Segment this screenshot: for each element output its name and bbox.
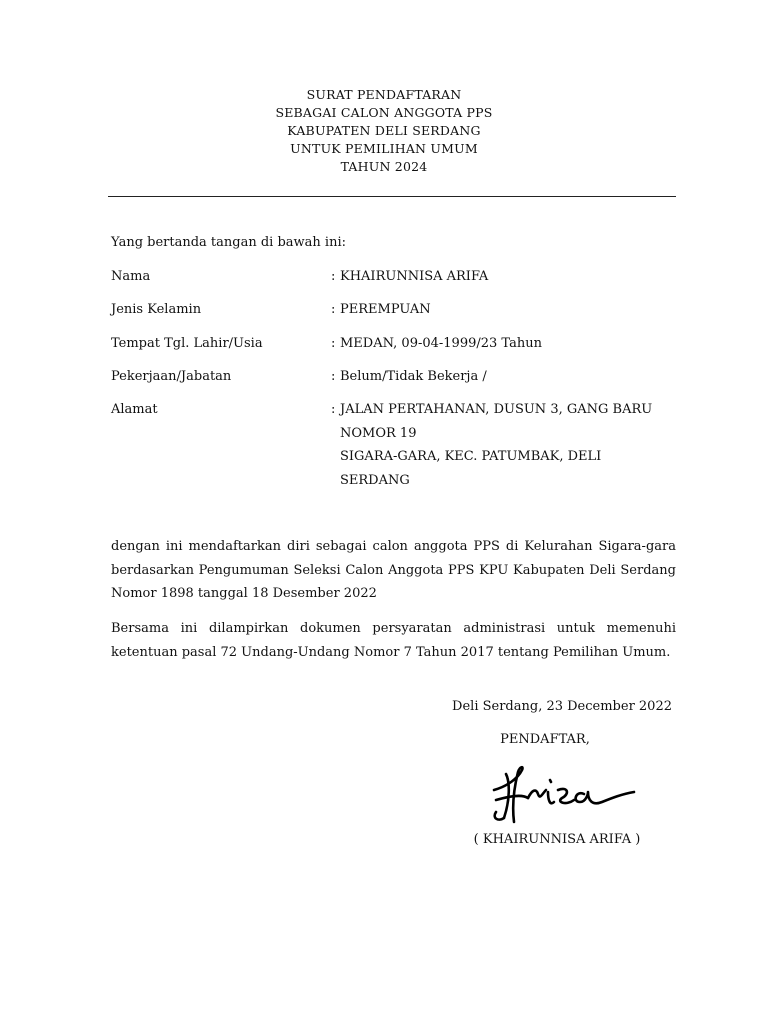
body-paragraph-1: dengan ini mendaftarkan diri sebagai calon anggota PPS di Kelurahan Sigara-gara berdasarkan Pengumuman Seleksi Calon Anggota PPS KPU Kabupaten Deli Serdang Nomor 1898 tanggal 18 Desember 2022 (111, 539, 676, 601)
signer-role: PENDAFTAR, (500, 732, 590, 747)
field-value-alamat (331, 398, 676, 492)
place-date: Deli Serdang, 23 December 2022 (452, 699, 672, 714)
header-divider (108, 196, 676, 197)
address-line-4: SERDANG (340, 472, 410, 488)
field-label-pekerjaan: Pekerjaan/Jabatan (111, 369, 232, 384)
field-value-ttl (331, 332, 676, 356)
field-label-jenis-kelamin: Jenis Kelamin (111, 302, 202, 317)
field-value-text: MEDAN, 09-04-1999/23 Tahun (340, 336, 542, 351)
address-line-1: JALAN PERTAHANAN, DUSUN 3, GANG BARU (340, 402, 653, 417)
title-line-4: UNTUK PEMILIHAN UMUM (290, 141, 478, 156)
field-value-text: Belum/Tidak Bekerja / (340, 369, 487, 384)
field-label-alamat: Alamat (111, 402, 158, 417)
body-paragraph-2: Bersama ini dilampirkan dokumen persyaratan administrasi untuk memenuhi ketentuan pasal 72 Undang-Undang Nomor 7 Tahun 2017 tentang Pemilihan Umum. (111, 621, 676, 660)
address-line-2: NOMOR 19 (340, 425, 417, 441)
field-value-text: KHAIRUNNISA ARIFA (340, 269, 489, 284)
field-value-jenis-kelamin (331, 298, 676, 322)
title-line-1: SURAT PENDAFTARAN (306, 87, 462, 102)
field-label-ttl: Tempat Tgl. Lahir/Usia (111, 336, 263, 351)
intro-text: Yang bertanda tangan di bawah ini: (111, 235, 346, 250)
field-colon: : (331, 402, 336, 417)
address-line-3: SIGARA-GARA, KEC. PATUMBAK, DELI (340, 449, 602, 464)
field-colon: : (331, 336, 336, 351)
handwritten-signature (488, 760, 638, 828)
field-value-nama (331, 265, 676, 289)
field-colon: : (331, 302, 336, 317)
title-line-2: SEBAGAI CALON ANGGOTA PPS (275, 105, 493, 120)
title-line-3: KABUPATEN DELI SERDANG (287, 123, 481, 138)
document-title (0, 86, 768, 176)
field-colon: : (331, 369, 336, 384)
field-label-nama: Nama (111, 269, 151, 284)
field-value-pekerjaan (331, 365, 676, 389)
field-value-text: PEREMPUAN (340, 302, 431, 317)
field-colon: : (331, 269, 336, 284)
signer-name: ( KHAIRUNNISA ARIFA ) (473, 832, 641, 847)
title-line-5: TAHUN 2024 (340, 159, 428, 174)
